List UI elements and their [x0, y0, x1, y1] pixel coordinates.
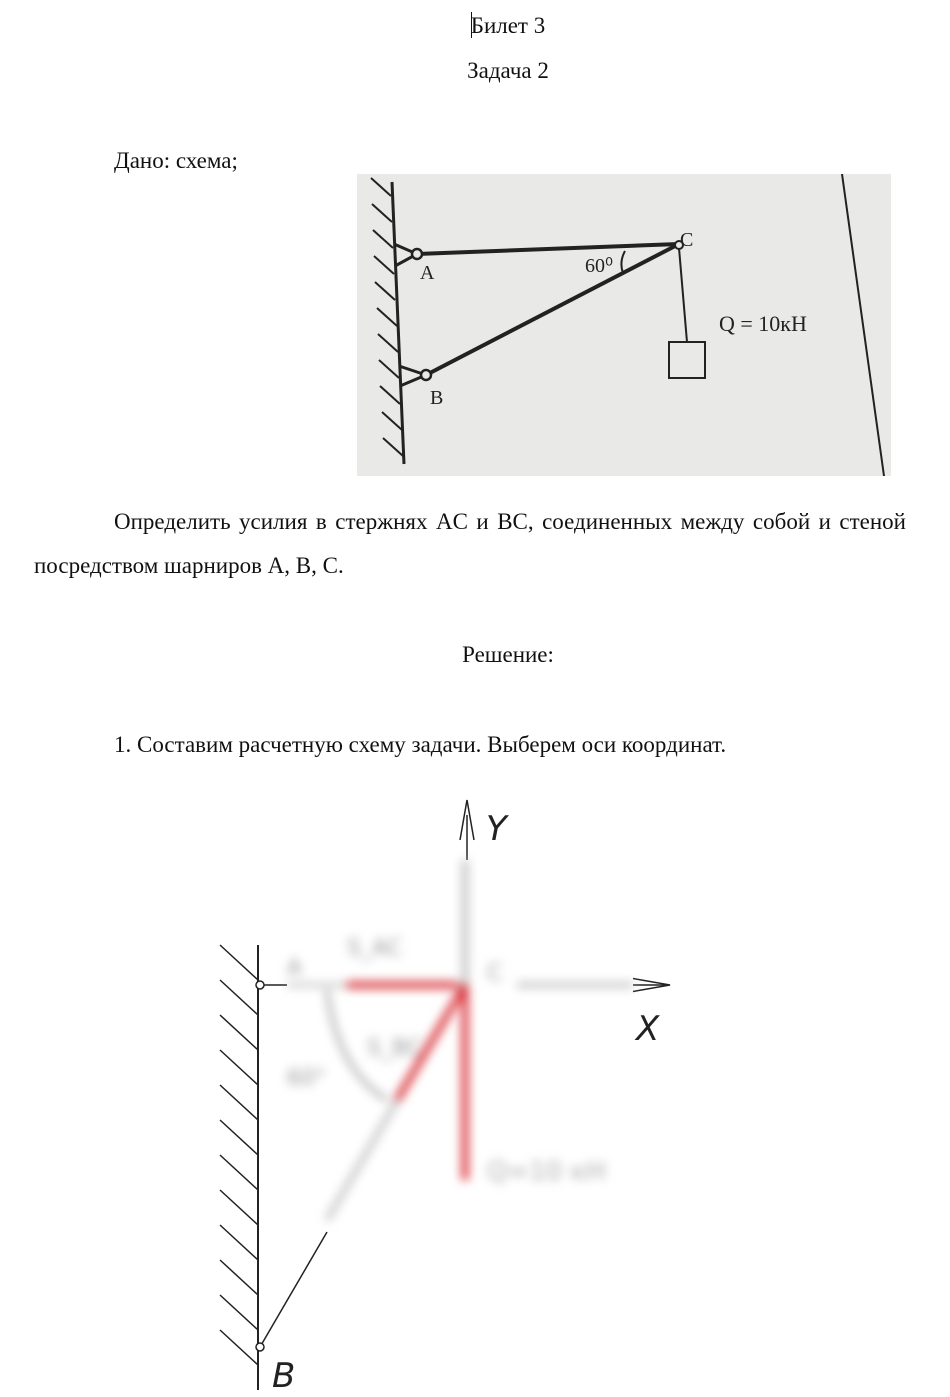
scheme-photo	[357, 174, 891, 476]
blurred-solution-region	[287, 860, 633, 1228]
rod-ac	[417, 244, 679, 254]
photo-angle: 60⁰	[585, 255, 614, 277]
blurred-force-bc: S_BC	[367, 1036, 423, 1061]
diagram-rod-bc	[260, 1232, 327, 1347]
task-title: Задача 2	[467, 58, 549, 83]
axis-y-label: Y	[486, 809, 507, 849]
ticket-title	[0, 12, 950, 39]
photo-load-label: Q = 10кН	[719, 311, 807, 336]
blurred-label-c: C	[487, 961, 503, 986]
blurred-label-a: A	[287, 956, 303, 981]
photo-label-a: A	[420, 262, 435, 284]
rod-bc	[426, 244, 679, 375]
ticket-title-text: Билет 3	[470, 13, 546, 38]
photo-label-c: C	[680, 229, 694, 251]
given-label: Дано: схема;	[114, 148, 238, 173]
problem-text: Определить усилия в стержнях AC и BC, соединенных между собой и стеной посредством шарниров A, B, C.	[34, 509, 906, 578]
photo-label-b: B	[430, 387, 444, 409]
blurred-load-label: Q=10 кН	[487, 1157, 606, 1187]
blurred-force-ac: S_AC	[347, 936, 402, 961]
diagram-label-b: B	[272, 1356, 296, 1396]
weight-box	[669, 342, 705, 378]
blurred-angle: 60°	[287, 1066, 326, 1091]
solution-heading: Решение:	[462, 642, 554, 667]
axis-x-label: X	[636, 1009, 660, 1049]
solution-step-1: 1. Составим расчетную схему задачи. Выберем оси координат.	[114, 732, 727, 757]
